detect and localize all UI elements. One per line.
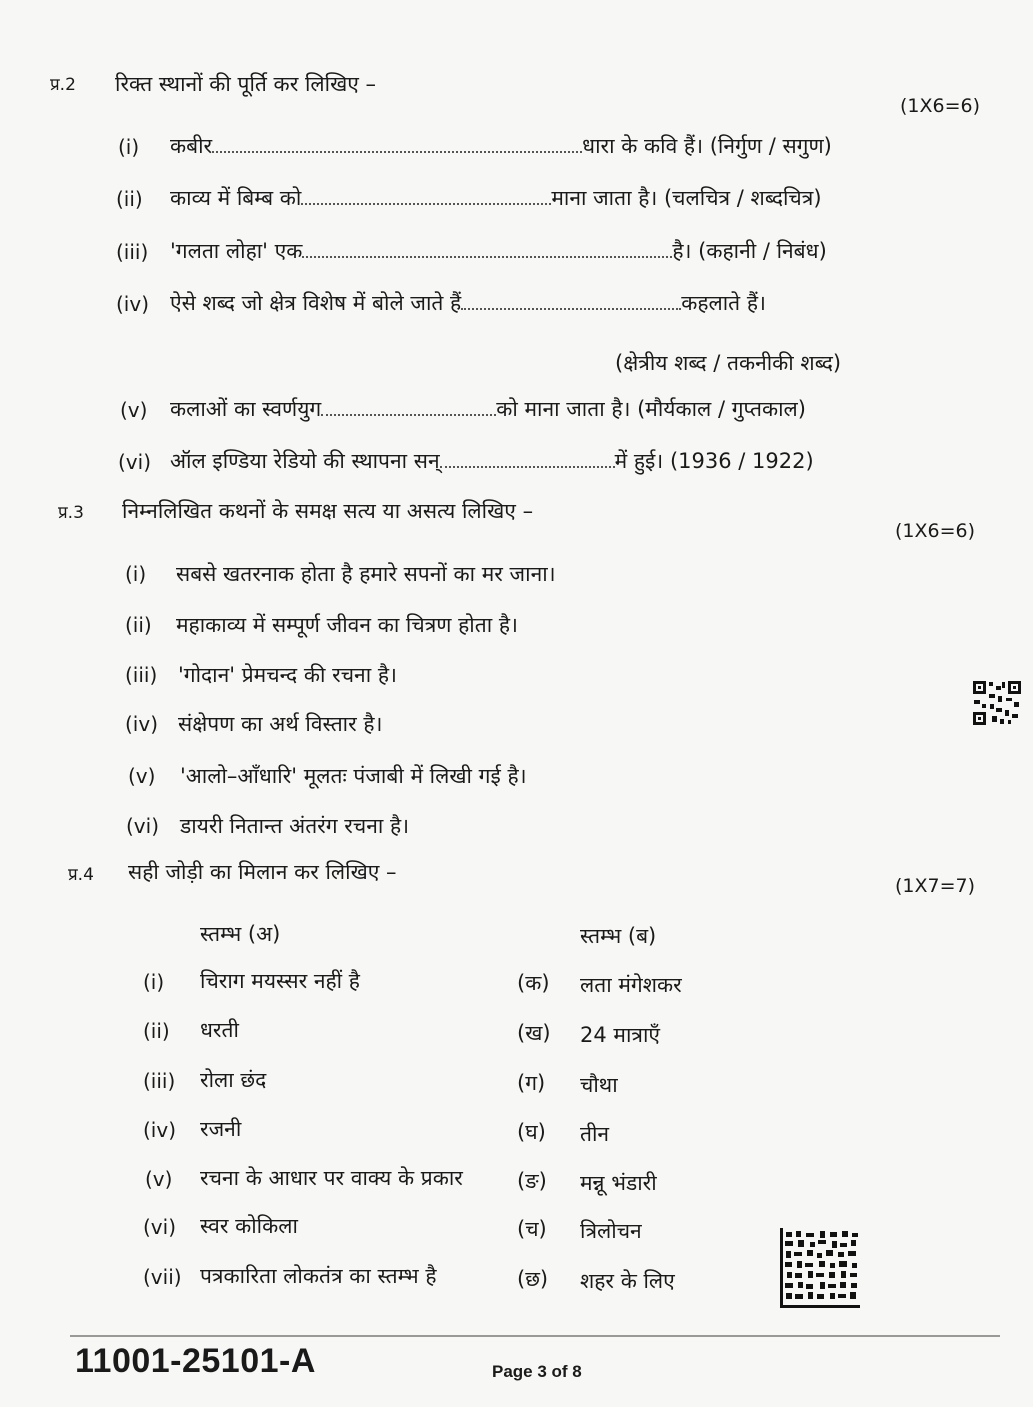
q3-item-num: (i) [125, 562, 147, 586]
blank-line [321, 398, 496, 416]
match-letter: (ख) [517, 1021, 551, 1045]
q2-item-after: कहलाते हैं। [681, 291, 766, 315]
match-col-b: शहर के लिए [580, 1269, 675, 1293]
q3-instruction: निम्नलिखित कथनों के समक्ष सत्य या असत्य लिखिए – [122, 499, 534, 523]
match-col-a: रजनी [200, 1117, 242, 1141]
q4-marks: (1X7=7) [895, 875, 976, 897]
match-letter: (छ) [517, 1267, 549, 1291]
paper-code: 11001-25101-A [75, 1342, 316, 1380]
match-col-b: तीन [580, 1122, 610, 1146]
q2-item-num: (v) [120, 398, 148, 422]
match-letter: (ग) [517, 1071, 546, 1095]
match-col-b: मन्नू भंडारी [580, 1171, 657, 1195]
q2-item [170, 237, 827, 265]
match-col-a: रचना के आधार पर वाक्य के प्रकार [200, 1166, 463, 1190]
q2-item [170, 132, 832, 160]
footer-rule [70, 1335, 1000, 1337]
match-row-num: (v) [145, 1167, 173, 1191]
q3-item-num: (ii) [125, 613, 152, 637]
q2-item-before: काव्य में बिम्ब को [170, 186, 302, 210]
match-row-num: (i) [143, 970, 165, 994]
q2-item-after: है। (कहानी / निबंध) [672, 239, 827, 263]
q2-item-before: कलाओं का स्वर्णयुग [170, 397, 322, 421]
q2-item-num: (iv) [116, 292, 149, 316]
q3-item-num: (iv) [125, 712, 158, 736]
q3-item-text: 'गोदान' प्रेमचन्द की रचना है। [178, 663, 397, 687]
column-a-header: स्तम्भ (अ) [200, 922, 281, 946]
q2-item-options: (क्षेत्रीय शब्द / तकनीकी शब्द) [615, 351, 842, 375]
match-col-b: 24 मात्राएँ [580, 1023, 661, 1047]
blank-line [302, 240, 672, 258]
q2-item-before: कबीर [170, 134, 213, 158]
q2-item-after: को माना जाता है। (मौर्यकाल / गुप्तकाल) [496, 397, 806, 421]
q3-item-text: 'आलो–आँधारि' मूलतः पंजाबी में लिखी गई है। [180, 764, 527, 788]
qr-code-icon [972, 680, 1022, 726]
column-b-header: स्तम्भ (ब) [580, 924, 657, 948]
blank-line [301, 187, 551, 205]
q4-instruction: सही जोड़ी का मिलान कर लिखिए – [128, 860, 397, 884]
q2-marks: (1X6=6) [900, 95, 981, 117]
q2-number: प्र.2 [50, 75, 76, 95]
q2-item-num: (ii) [116, 187, 143, 211]
match-letter: (ङ) [517, 1169, 547, 1193]
match-letter: (क) [517, 971, 550, 995]
blank-line [212, 135, 582, 153]
q3-item-text: डायरी नितान्त अंतरंग रचना है। [180, 814, 410, 838]
q2-instruction: रिक्त स्थानों की पूर्ति कर लिखिए – [115, 72, 377, 96]
q2-item-after: माना जाता है। (चलचित्र / शब्दचित्र) [551, 186, 822, 210]
q4-number: प्र.4 [68, 865, 94, 885]
q3-number: प्र.3 [58, 503, 84, 523]
match-row-num: (iv) [143, 1118, 176, 1142]
q3-item-text: संक्षेपण का अर्थ विस्तार है। [178, 712, 383, 736]
match-col-b: लता मंगेशकर [580, 973, 682, 997]
q2-item-after: में हुई। (1936 / 1922) [614, 449, 814, 473]
q2-item-num: (i) [118, 135, 140, 159]
page-number: Page 3 of 8 [492, 1362, 582, 1381]
q3-item-num: (v) [128, 764, 156, 788]
q3-marks: (1X6=6) [895, 520, 976, 542]
match-col-a: स्वर कोकिला [200, 1214, 298, 1238]
match-letter: (घ) [517, 1120, 546, 1144]
match-col-a: रोला छंद [200, 1068, 267, 1092]
blank-line [440, 450, 615, 468]
match-col-a: चिराग मयस्सर नहीं है [200, 969, 360, 993]
match-letter: (च) [517, 1217, 547, 1241]
match-row-num: (ii) [143, 1019, 170, 1043]
q2-item [170, 289, 766, 317]
match-col-b: त्रिलोचन [580, 1219, 642, 1243]
match-col-a: धरती [200, 1018, 239, 1042]
q2-item-before: ऑल इण्डिया रेडियो की स्थापना सन् [170, 449, 440, 473]
match-col-b: चौथा [580, 1073, 618, 1097]
q2-item-before: ऐसे शब्द जो क्षेत्र विशेष में बोले जाते हैं [170, 291, 462, 315]
blank-line [461, 292, 681, 310]
q2-item-after: धारा के कवि हैं। (निर्गुण / सगुण) [582, 134, 832, 158]
q3-item-num: (vi) [126, 814, 159, 838]
q2-item-before: 'गलता लोहा' एक [170, 239, 303, 263]
q2-item [170, 395, 806, 423]
q2-item-num: (vi) [118, 450, 151, 474]
q2-item [170, 447, 814, 475]
q3-item-text: सबसे खतरनाक होता है हमारे सपनों का मर जाना। [176, 562, 556, 586]
q3-item-num: (iii) [125, 663, 158, 687]
datamatrix-code-icon [780, 1228, 860, 1308]
q2-item [170, 184, 822, 212]
match-row-num: (vi) [143, 1215, 176, 1239]
match-row-num: (vii) [143, 1265, 182, 1289]
q2-item-num: (iii) [116, 240, 149, 264]
match-row-num: (iii) [143, 1069, 176, 1093]
q3-item-text: महाकाव्य में सम्पूर्ण जीवन का चित्रण होता है। [176, 613, 518, 637]
match-col-a: पत्रकारिता लोकतंत्र का स्तम्भ है [200, 1264, 437, 1288]
